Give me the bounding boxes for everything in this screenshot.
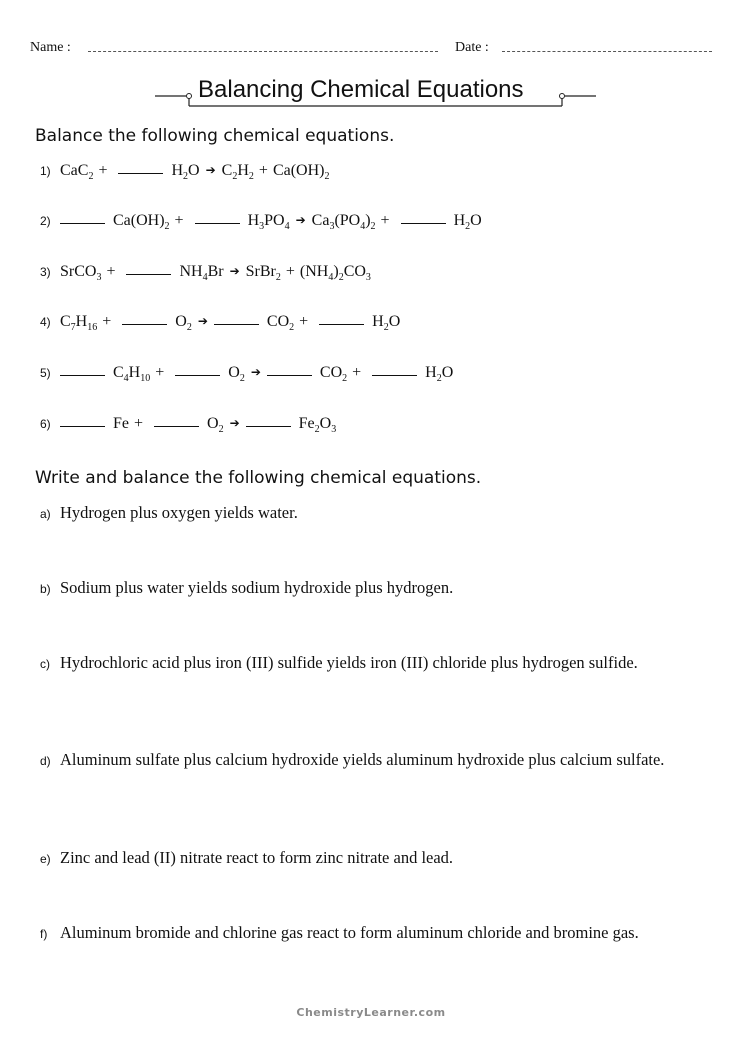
- equation-2: 2) $Ca(OH)_2$ + $H_3PO_4$ ➔ $Ca_3(PO_4)_2$ + $H_2O$: [40, 212, 482, 232]
- question-letter: c): [40, 657, 50, 671]
- equation-number: 5): [40, 366, 51, 380]
- product: $CO_2$: [319, 364, 348, 384]
- equation-4: 4) $C_7H_{16}$ + $O_2$ ➔ $CO_2$ + $H_2O$: [40, 313, 401, 333]
- reactant: $O_2$: [228, 364, 245, 384]
- site-watermark: ChemistryLearner.com: [296, 1006, 446, 1019]
- yields-arrow-icon: ➔: [229, 416, 240, 430]
- date-label: Date :: [455, 40, 489, 55]
- reactant: $H_2O$: [171, 162, 200, 182]
- yields-arrow-icon: ➔: [205, 163, 216, 177]
- yields-arrow-icon: ➔: [229, 264, 240, 278]
- product: $CO_2$: [266, 313, 295, 333]
- product: $C_2H_2$: [221, 162, 254, 182]
- yields-arrow-icon: ➔: [250, 365, 261, 379]
- coefficient-blank[interactable]: [60, 375, 105, 376]
- reactant: $H_3PO_4$: [247, 212, 290, 232]
- coefficient-blank[interactable]: [372, 375, 417, 376]
- equation-number: 1): [40, 164, 51, 178]
- section-heading-write-balance: Write and balance the following chemical equations.: [35, 468, 482, 488]
- yields-arrow-icon: ➔: [197, 314, 208, 328]
- equation-3: 3) SrCO$_3$ + $NH_4Br$ ➔ SrBr$_2$ + $(NH_4)_2CO_3$: [40, 263, 371, 283]
- product: $H_2O$: [425, 364, 454, 384]
- product: $H_2O$: [453, 212, 482, 232]
- coefficient-blank[interactable]: [214, 324, 259, 325]
- coefficient-blank[interactable]: [122, 324, 167, 325]
- page-title: Balancing Chemical Equations: [198, 76, 524, 103]
- reactant: CaC$_2$: [60, 162, 94, 182]
- reactant: $NH_4Br$: [179, 263, 224, 283]
- word-equation-f: [40, 921, 700, 946]
- coefficient-blank[interactable]: [175, 375, 220, 376]
- question-letter: f): [40, 927, 48, 941]
- reactant: $Ca(OH)_2$: [113, 212, 170, 232]
- reactant: $C_7H_{16}$: [60, 313, 98, 333]
- coefficient-blank[interactable]: [60, 223, 105, 224]
- question-text: Aluminum sulfate plus calcium hydroxide yields aluminum hydroxide plus calcium sulfate.: [60, 750, 665, 769]
- coefficient-blank[interactable]: [319, 324, 364, 325]
- reactant: $C_4H_{10}$: [113, 364, 151, 384]
- yields-arrow-icon: ➔: [295, 213, 306, 227]
- question-text: Aluminum bromide and chlorine gas react to form aluminum chloride and bromine gas.: [60, 923, 639, 942]
- equation-1: 1) CaC$_2$ + $H_2O$ ➔ $C_2H_2$ + $Ca(OH)_2$: [40, 162, 330, 182]
- word-equation-e: [40, 846, 700, 871]
- coefficient-blank[interactable]: [126, 274, 171, 275]
- question-letter: a): [40, 507, 51, 521]
- word-equation-d: [40, 748, 700, 773]
- product: $Ca(OH)_2$: [272, 162, 330, 182]
- section-heading-balance: Balance the following chemical equations.: [35, 126, 395, 146]
- word-equation-a: [40, 501, 700, 526]
- equation-6: 6) Fe + $O_2$ ➔ $Fe_2O_3$: [40, 415, 337, 435]
- coefficient-blank[interactable]: [60, 426, 105, 427]
- word-equation-c: [40, 651, 700, 676]
- equation-number: 4): [40, 315, 51, 329]
- reactant: Fe: [113, 415, 129, 432]
- reactant: $O_2$: [175, 313, 192, 333]
- question-letter: d): [40, 754, 51, 768]
- equation-number: 3): [40, 265, 51, 279]
- product: SrBr$_2$: [245, 263, 281, 283]
- reactant: SrCO$_3$: [60, 263, 102, 283]
- name-label: Name :: [30, 40, 71, 55]
- coefficient-blank[interactable]: [195, 223, 240, 224]
- question-letter: b): [40, 582, 51, 596]
- coefficient-blank[interactable]: [401, 223, 446, 224]
- product: $(NH_4)_2CO_3$: [299, 263, 371, 283]
- question-text: Sodium plus water yields sodium hydroxide plus hydrogen.: [60, 578, 454, 597]
- question-text: Hydrochloric acid plus iron (III) sulfide yields iron (III) chloride plus hydrogen sulfide.: [60, 653, 638, 672]
- date-field[interactable]: [502, 51, 712, 52]
- product: $Ca_3(PO_4)_2$: [311, 212, 376, 232]
- question-letter: e): [40, 852, 51, 866]
- coefficient-blank[interactable]: [267, 375, 312, 376]
- product: $H_2O$: [372, 313, 401, 333]
- product: $Fe_2O_3$: [298, 415, 337, 435]
- coefficient-blank[interactable]: [118, 173, 163, 174]
- question-text: Zinc and lead (II) nitrate react to form zinc nitrate and lead.: [60, 848, 454, 867]
- name-date-header: [30, 40, 720, 60]
- coefficient-blank[interactable]: [246, 426, 291, 427]
- equation-number: 2): [40, 214, 51, 228]
- worksheet-title: [150, 76, 600, 110]
- coefficient-blank[interactable]: [154, 426, 199, 427]
- reactant: $O_2$: [207, 415, 224, 435]
- word-equation-b: [40, 576, 700, 601]
- name-field[interactable]: [88, 51, 438, 52]
- equation-number: 6): [40, 417, 51, 431]
- question-text: Hydrogen plus oxygen yields water.: [60, 503, 298, 522]
- equation-5: 5) $C_4H_{10}$ + $O_2$ ➔ $CO_2$ + $H_2O$: [40, 364, 454, 384]
